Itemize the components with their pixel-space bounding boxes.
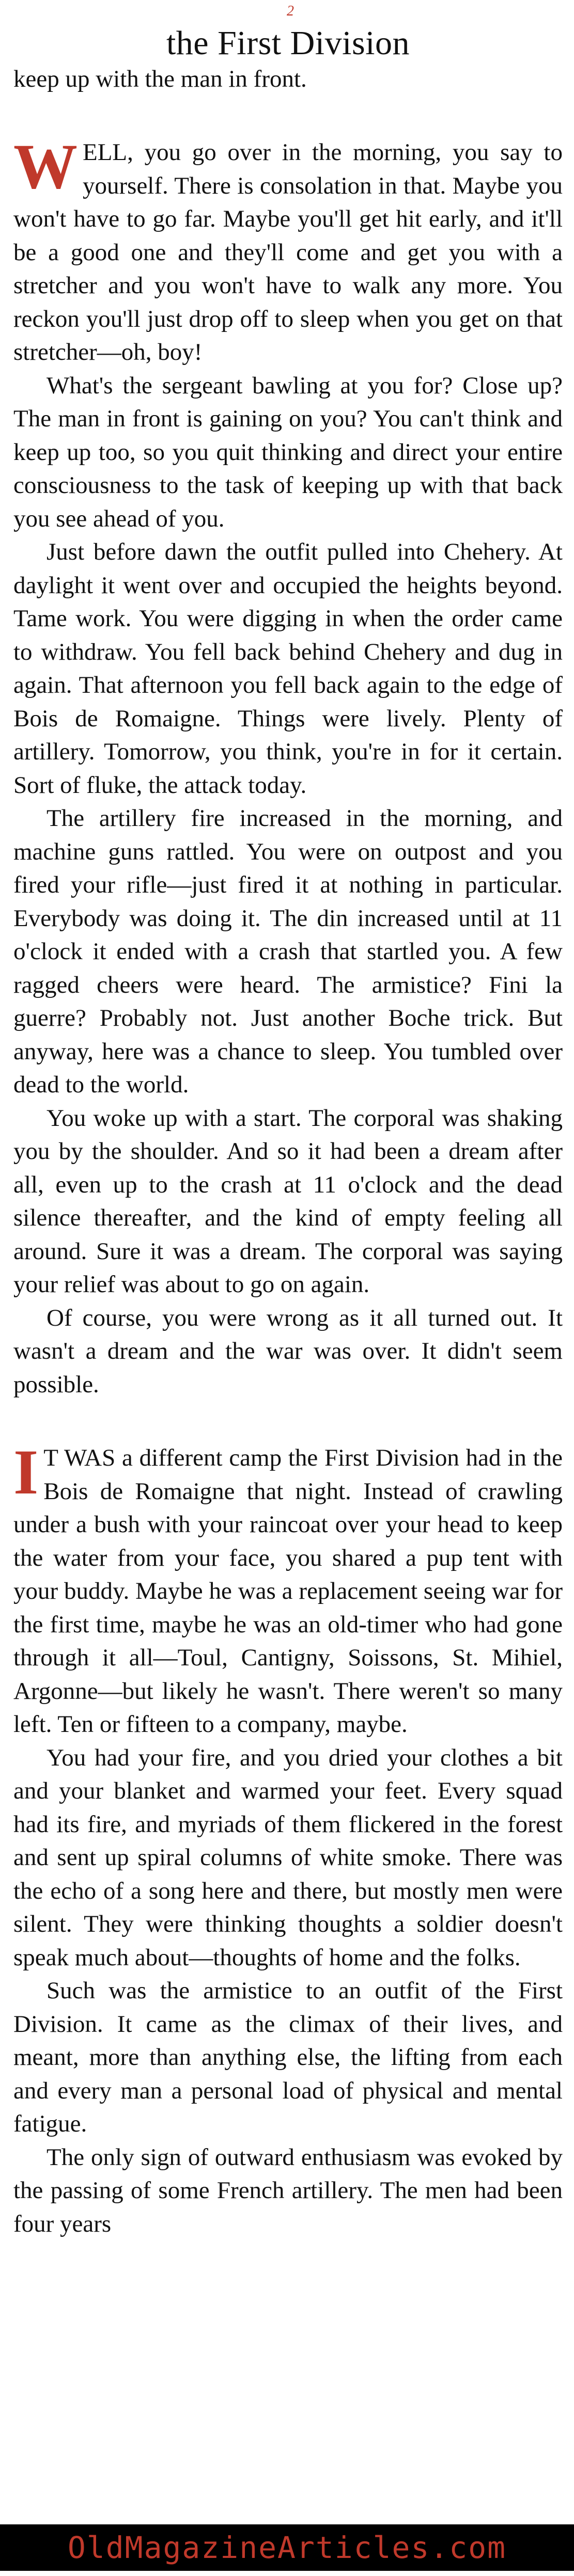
section-one-paragraph-2: What's the sergeant bawling at you for? Close up? The man in front is gaining on you? You can't think and keep up too, so you quit thinking and direct your entire consciousness to the task of keeping up with that back you see ahead of you. (13, 372, 563, 532)
section-one-paragraph-3: Just before dawn the outfit pulled into Chehery. At daylight it went over and occupied the heights beyond. Tame work. You were digging in when the order came to withdraw. You fell back behind Chehery and dug in again. That afternoon you fell back again to the edge of Bois de Romaigne. Things were lively. Plenty of artillery. Tomorrow, you think, you're in for it certain. Sort of fluke, the attack today. (13, 538, 563, 799)
section-one-paragraph-6: Of course, you were wrong as it all turned out. It wasn't a dream and the war was over. It didn't seem possible. (13, 1304, 563, 1398)
drop-cap-i: I (13, 1437, 39, 1508)
section-one-paragraph-1 (13, 131, 563, 369)
section-two-paragraph-4: The only sign of outward enthusiasm was evoked by the passing of some French artillery. The men had been four years (13, 2143, 563, 2237)
section-one (13, 131, 563, 1401)
section-one-paragraph-5: You woke up with a start. The corporal was shaking you by the shoulder. And so it had been a dream after all, even up to the crash at 11 o'clock and the dead silence thereafter, and the kind of empty feeling all around. Sure it was a dream. The corporal was saying your relief was about to go on again. (13, 1104, 563, 1298)
drop-cap-w: W (13, 131, 77, 202)
section-two-paragraph-1-text: T WAS a different camp the First Division had in the Bois de Romaigne that night. Instead of crawling under a bush with your raincoat over your head to keep the water from your face, you shared a pup tent with your buddy. Maybe he was a replacement seeing war for the first time, maybe he was an old-timer who had gone through it all—Toul, Cantigny, Soissons, St. Mihiel, Argonne—but likely he wasn't. There weren't so many left. Ten or fifteen to a company, maybe. (13, 1444, 563, 1738)
article-title: the First Division (166, 24, 410, 62)
section-two-paragraph-1 (13, 1437, 563, 1741)
section-two-paragraph-3: Such was the armistice to an outfit of the First Division. It came as the climax of their lives, and meant, more than anything else, the lifting from each and every man a personal load of physical and mental fatigue. (13, 1977, 563, 2138)
page-number: 2 (287, 3, 294, 19)
site-footer[interactable]: OldMagazineArticles.com (0, 2524, 574, 2571)
lead-line: keep up with the man in front. (13, 65, 307, 92)
section-one-paragraph-4: The artillery fire increased in the morning, and machine guns rattled. You were on outpost and you fired your rifle—just fired it at nothing in particular. Everybody was doing it. The din increased until at 11 o'clock it ended with a crash that startled you. A few ragged cheers were heard. The armistice? Fini la guerre? Probably not. Just another Boche trick. But anyway, here was a chance to sleep. You tumbled over dead to the world. (13, 805, 563, 1099)
section-one-paragraph-1-text: ELL, you go over in the morning, you say to yourself. There is consolation in that. Maybe you won't have to go far. Maybe you'll get hit early, and it'll be a good one and they'll come and get you with a stretcher and you won't have to walk any more. You reckon you'll just drop off to sleep when you get on that stretcher—oh, boy! (13, 139, 563, 366)
section-two-paragraph-2: You had your fire, and you dried your clothes a bit and your blanket and warmed your feet. Every squad had its fire, and myriads of them flickered in the forest and sent up spiral columns of white smoke. There was the echo of a song here and there, but mostly men were silent. They were thinking thoughts a soldier doesn't speak much about—thoughts of home and the folks. (13, 1744, 563, 1971)
section-two (13, 1437, 563, 2240)
